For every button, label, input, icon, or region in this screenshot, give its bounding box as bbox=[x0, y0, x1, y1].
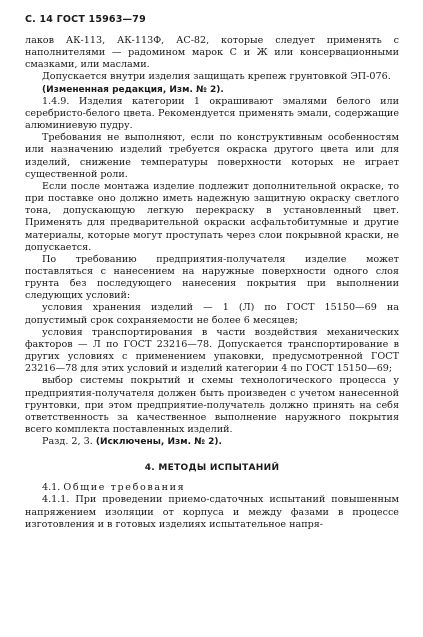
sections-excluded-label: (Исключены, Изм. № 2). bbox=[95, 437, 222, 448]
paragraph-additional-painting: Если после монтажа изделие подлежит дополнительной окраске, то при поставке оно должно иметь надежную защитную окраску светлого тона, допускающую легкую перекраску в установленный цвет. Применять для предварительной окраски асфальтобитумные и другие материалы, которые могут проступать через слои покрывной краски, не допускается. bbox=[25, 180, 399, 253]
paragraph-sections-excluded bbox=[25, 436, 399, 448]
section-title: 4. МЕТОДЫ ИСПЫТАНИЙ bbox=[144, 463, 280, 474]
subsection-heading bbox=[25, 482, 399, 494]
running-head: С. 14 ГОСТ 15963—79 bbox=[25, 14, 146, 25]
paragraph-requirements-exception: Требования не выполняют, если по конструктивным особенностям или назначению изделий требуется окраска другого цвета или для изделий, снижение температуры поверхности которых не играет существенной роли. bbox=[25, 132, 399, 180]
paragraph-storage-conditions: условия хранения изделий — 1 (Л) по ГОСТ 15150—69 на допустимый срок сохраняемости не более 6 месяцев; bbox=[25, 302, 399, 326]
document-body bbox=[25, 35, 399, 531]
subsection-title: Общие требования bbox=[63, 482, 186, 494]
amendment-label: (Измененная редакция, Изм. № 2). bbox=[42, 84, 224, 95]
paragraph-amendment-note bbox=[25, 84, 399, 96]
sections-excluded-prefix: Разд. 2, 3. bbox=[42, 436, 96, 448]
paragraph-lacquers: лаков АК-113, АК-113Ф, АС-82, которые следует применять с наполнителями — радомином марок С и Ж или консервационными смазками, или маслами. bbox=[25, 35, 399, 71]
paragraph-1-4-9: 1.4.9. Изделия категории 1 окрашивают эмалями белого или серебристо-белого цвета. Рекомендуется применять эмали, содержащие алюминиевую пудру. bbox=[25, 95, 399, 132]
paragraph-primer: Допускается внутри изделия защищать крепеж грунтовкой ЭП-076. bbox=[42, 71, 391, 83]
paragraph-4-1-1: 4.1.1. При проведении приемо-сдаточных испытаний повышенным напряжением изоляции от корпуса и между фазами в процессе изготовления и в готовых изделиях испытательное напря- bbox=[25, 494, 399, 530]
paragraph-coating-system: выбор системы покрытий и схемы технологического процесса у предприятия-получателя должен быть произведен с учетом нанесенной грунтовки, при этом предприятие-получатель должно принять на себя ответственность за качественное выполнение наружного покрытия всего комплекта поставленных изделий. bbox=[25, 375, 399, 435]
subsection-number: 4.1. bbox=[42, 482, 64, 494]
paragraph-customer-request: По требованию предприятия-получателя изделие может поставляться с нанесением на наружные поверхности одного слоя грунта без последующего нанесения покрытия при выполнении следующих условий: bbox=[25, 253, 399, 302]
paragraph-transport-conditions: условия транспортирования в части воздействия механических факторов — Л по ГОСТ 23216—78. Допускается транспортирование в других условиях с применением упаковки, предусмотренной ГОСТ 23216—78 для этих условий и изделий категории 4 по ГОСТ 15150—69; bbox=[25, 326, 399, 375]
